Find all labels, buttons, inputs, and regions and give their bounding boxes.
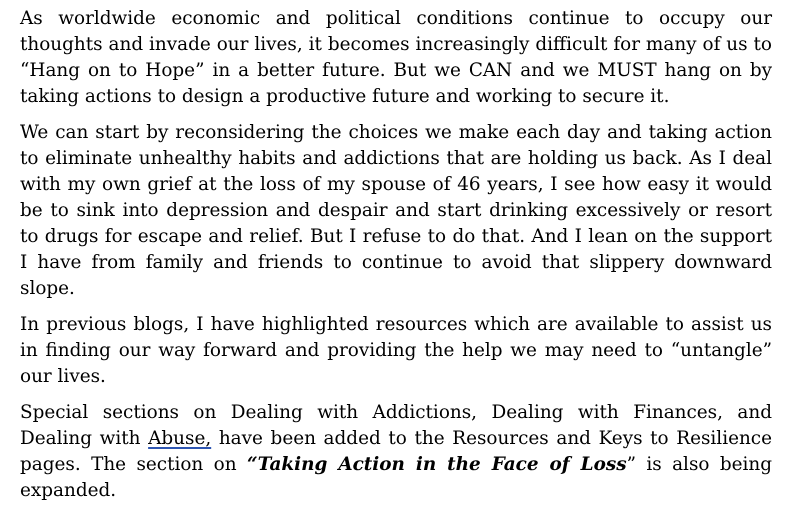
- special-sections-text-start: Special sections on Dealing with Addictions, Dealing with Finances, and Dealing with: [20, 402, 772, 449]
- paragraph-economic-conditions: As worldwide economic and political conditions continue to occupy our thoughts and invade our lives, it becomes increasingly difficult for many of us to “Hang on to Hope” in a better future. But we CAN and we MUST hang on by taking actions to design a productive future and working to secure it.: [20, 8, 772, 107]
- document-body: [20, 6, 772, 514]
- taking-action-title: “Taking Action in the Face of Loss: [247, 454, 627, 475]
- abuse-link[interactable]: Abuse,: [148, 428, 212, 449]
- special-sections-text-middle: have been added to the Resources and Keys to Resilience pages. The section on: [20, 428, 772, 475]
- paragraph-healthy-choices: We can start by reconsidering the choices we make each day and taking action to eliminate unhealthy habits and addictions that are holding us back. As I deal with my own grief at the loss of my spouse of 46 years, I see how easy it would be to sink into depression and despair and start drinking excessively or resort to drugs for escape and relief. But I refuse to do that. And I lean on the support I have from family and friends to continue to avoid that slippery downward slope.: [20, 122, 772, 299]
- paragraph-special-sections: [20, 400, 772, 504]
- paragraph-previous-blogs: In previous blogs, I have highlighted resources which are available to assist us in finding our way forward and providing the help we may need to “untangle” our lives.: [20, 314, 772, 387]
- special-sections-text-end: ” is also being expanded.: [20, 454, 773, 501]
